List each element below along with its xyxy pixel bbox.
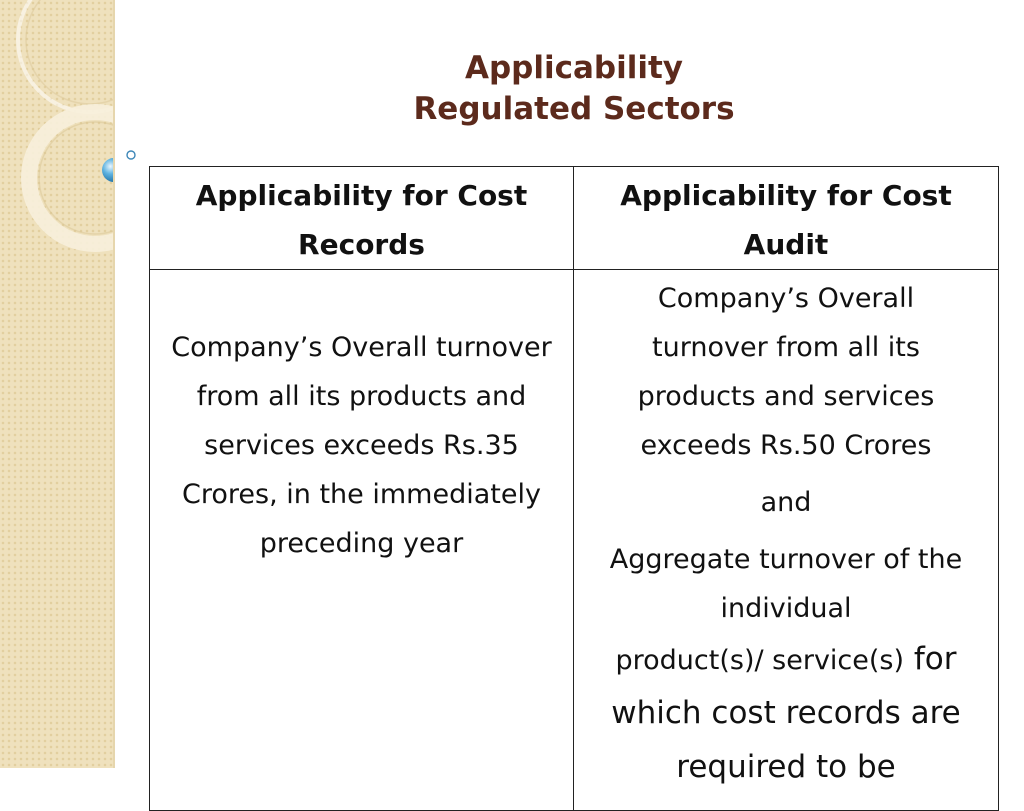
applicability-table bbox=[149, 166, 999, 811]
title-line-2: Regulated Sectors bbox=[413, 91, 735, 127]
cost-audit-cell bbox=[574, 270, 999, 811]
audit-required-text: required to be bbox=[676, 749, 896, 785]
cost-records-text: Company’s Overall turnover from all its products and services exceeds Rs.35 Crores, in the immediately preceding year bbox=[171, 332, 552, 559]
audit-overall-turnover-text: Company’s Overall turnover from all its products and services exceeds Rs.50 Crores bbox=[637, 283, 935, 461]
slide-title bbox=[300, 48, 848, 130]
decorative-sidebar bbox=[0, 0, 115, 768]
swirl-decoration-icon bbox=[0, 0, 113, 768]
header-cost-audit: Applicability for Cost Audit bbox=[574, 167, 999, 270]
small-ring-icon bbox=[124, 148, 138, 162]
header-cost-records: Applicability for Cost Records bbox=[150, 167, 574, 270]
audit-products-small: product(s)/ service(s) bbox=[615, 645, 905, 676]
audit-products-large: for which cost records are bbox=[611, 641, 961, 731]
audit-aggregate-text: Aggregate turnover of the individual bbox=[609, 544, 963, 624]
table-row bbox=[150, 270, 999, 811]
cost-records-cell bbox=[150, 270, 574, 811]
audit-products-text bbox=[574, 633, 998, 741]
table-header-row bbox=[150, 167, 999, 270]
audit-connector-text: and bbox=[760, 487, 812, 518]
title-line-1: Applicability bbox=[464, 50, 683, 86]
